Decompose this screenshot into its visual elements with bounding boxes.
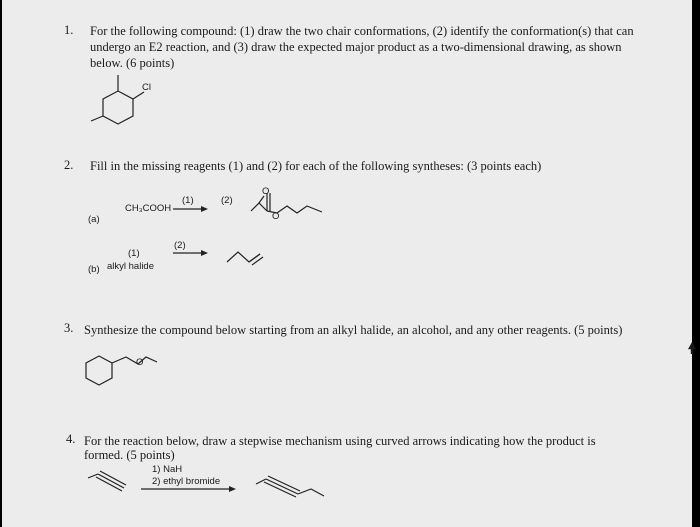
q2a-atom-o-ester: O bbox=[272, 211, 280, 222]
q2-number: 2. bbox=[64, 158, 74, 172]
q1-text-line1: For the following compound: (1) draw the two chair conformations, (2) identify the conformation(s) that can bbox=[90, 24, 634, 38]
q2a-atom-o-carbonyl: O bbox=[262, 186, 270, 197]
q2a-label: (a) bbox=[88, 214, 100, 225]
q4-alkyne-start bbox=[88, 471, 126, 491]
q4-text-line2: formed. (5 points) bbox=[84, 448, 175, 462]
q4-alkyne-product bbox=[256, 476, 324, 497]
q4-text-line1: For the reaction below, draw a stepwise mechanism using curved arrows indicating how the product is bbox=[84, 434, 596, 448]
q2a-start-material: CH₃COOH bbox=[125, 203, 172, 214]
q1-number: 1. bbox=[64, 23, 74, 37]
q2b-step2: (2) bbox=[174, 240, 186, 251]
q4-number: 4. bbox=[66, 432, 76, 446]
q3-text: Synthesize the compound below starting from an alkyl halide, an alcohol, and any other reagents. (5 points) bbox=[84, 323, 623, 337]
q2a-arrow bbox=[173, 206, 208, 212]
q2a-step1: (1) bbox=[182, 195, 194, 206]
q4-reagent-1: 1) NaH bbox=[152, 464, 183, 475]
q2b-label: (b) bbox=[88, 264, 100, 275]
q3-number: 3. bbox=[64, 321, 74, 335]
q2b-alkene-molecule bbox=[227, 252, 263, 265]
q1-atom-cl: Cl bbox=[142, 82, 151, 93]
q1-text-line2: undergo an E2 reaction, and (3) draw the expected major product as a two-dimensional drawing, as shown bbox=[90, 40, 622, 54]
q1-molecule bbox=[91, 75, 144, 124]
q1-text-line3: below. (6 points) bbox=[90, 56, 175, 70]
worksheet-page bbox=[2, 0, 692, 527]
q2-text: Fill in the missing reagents (1) and (2) for each of the following syntheses: (3 points each) bbox=[90, 159, 542, 173]
q2a-step2: (2) bbox=[221, 195, 233, 206]
q2b-start-material: alkyl halide bbox=[107, 261, 154, 272]
q4-reagent-2: 2) ethyl bromide bbox=[152, 476, 221, 487]
q2b-step1: (1) bbox=[128, 248, 140, 259]
q3-ether-molecule bbox=[86, 356, 157, 385]
q3-atom-o: O bbox=[136, 357, 144, 368]
